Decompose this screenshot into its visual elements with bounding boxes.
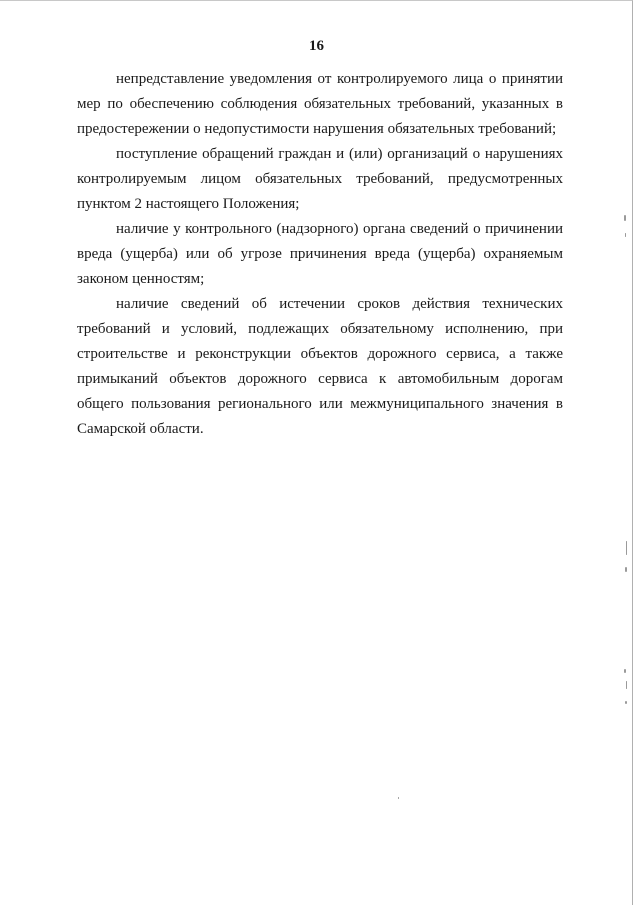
document-body — [77, 67, 563, 442]
paragraph-citizen-complaints: поступление обращений граждан и (или) организаций о нарушениях контролируемым лицом обязательных требований, предусмотренных пунктом 2 настоящего Положения; — [77, 146, 563, 212]
scan-mark — [626, 681, 627, 689]
scan-mark — [626, 541, 627, 555]
scan-mark — [625, 567, 627, 572]
scan-mark — [624, 669, 626, 673]
scan-mark — [624, 215, 626, 221]
paragraph-expired-requirements: наличие сведений об истечении сроков действия технических требований и условий, подлежащих обязательному исполнению, при строительстве и реконструкции объектов дорожного сервиса, а также примыканий объектов дорожного сервиса к автомобильным дорогам общего пользования регионального или межмуниципального значения в Самарской области. — [77, 296, 563, 437]
paragraph-notice-failure: непредставление уведомления от контролируемого лица о принятии мер по обеспечению соблюдения обязательных требований, указанных в предостережении о недопустимости нарушения обязательных требований; — [77, 71, 563, 137]
scan-mark — [625, 701, 627, 704]
paragraph-harm-information: наличие у контрольного (надзорного) органа сведений о причинении вреда (ущерба) или об угрозе причинения вреда (ущерба) охраняемым законом ценностям; — [77, 221, 563, 287]
scan-mark — [398, 797, 399, 799]
page-number: 16 — [309, 38, 324, 54]
scan-mark — [625, 233, 626, 237]
